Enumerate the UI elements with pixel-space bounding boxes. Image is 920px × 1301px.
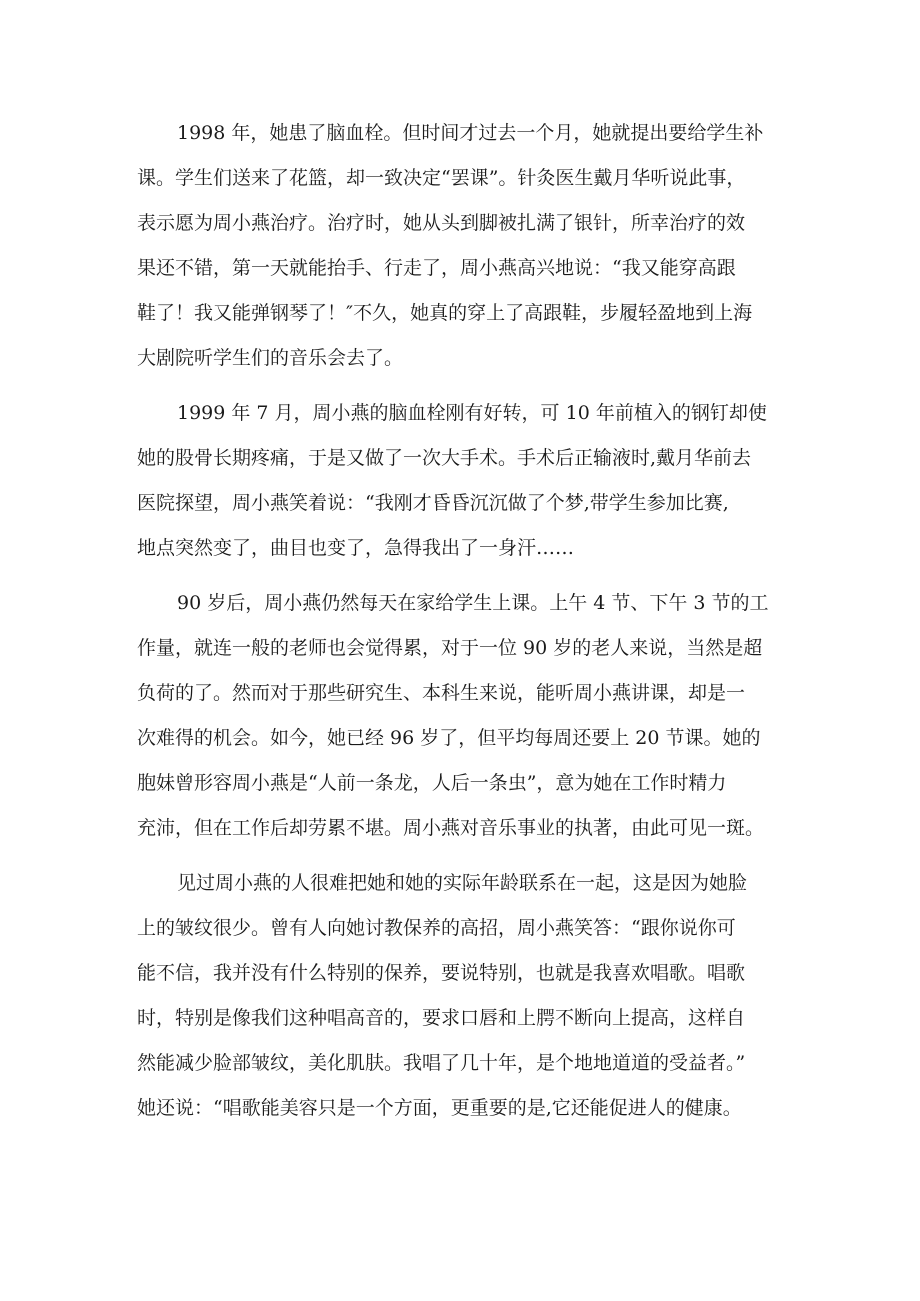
- text-line: 地点突然变了，曲目也变了，急得我出了一身汗……: [137, 537, 575, 559]
- text-line: 1998 年，她患了脑血栓。但时间才过去一个月，她就提出要给学生补: [177, 122, 764, 144]
- paragraph-2: [137, 391, 787, 571]
- text-line: 1999 年 7 月，周小燕的脑血栓刚有好转，可 10 年前植入的钢钉却使: [177, 402, 767, 424]
- text-line: 她还说：“唱歌能美容只是一个方面，更重要的是,它还能促进人的健康。: [137, 1097, 742, 1119]
- text-line: 大剧院听学生们的音乐会去了。: [137, 347, 404, 369]
- body-text: [137, 111, 787, 1141]
- text-line: 果还不错，第一天就能抬手、行走了，周小燕高兴地说：“我又能穿高跟: [137, 257, 736, 279]
- text-line: 作量，就连一般的老师也会觉得累，对于一位 90 岁的老人来说，当然是超: [137, 637, 763, 659]
- text-line: 表示愿为周小燕治疗。治疗时，她从头到脚被扎满了银针，所幸治疗的效: [137, 212, 746, 234]
- text-line: 时，特别是像我们这种唱高音的，要求口唇和上腭不断向上提高，这样自: [137, 1007, 746, 1029]
- text-line: 鞋了！我又能弹钢琴了！″不久，她真的穿上了高跟鞋，步履轻盈地到上海: [137, 302, 753, 324]
- paragraph-3: [137, 581, 787, 851]
- text-line: 上的皱纹很少。曾有人向她讨教保养的高招，周小燕笑答：“跟你说你可: [137, 917, 736, 939]
- text-line: 然能减少脸部皱纹，美化肌肤。我唱了几十年，是个地地道道的受益者。”: [137, 1052, 746, 1074]
- text-line: 她的股骨长期疼痛，于是又做了一次大手术。手术后正输液时,戴月华前去: [137, 447, 752, 469]
- text-line: 胞妹曾形容周小燕是“人前一条龙，人后一条虫”，意为她在工作时精力: [137, 772, 727, 794]
- text-line: 见过周小燕的人很难把她和她的实际年龄联系在一起，这是因为她脸: [177, 872, 748, 894]
- text-line: 次难得的机会。如今，她已经 96 岁了，但平均每周还要上 20 节课。她的: [137, 727, 761, 749]
- text-line: 课。学生们送来了花篮，却一致决定“罢课”。针灸医生戴月华听说此事，: [137, 167, 746, 189]
- paragraph-1: [137, 111, 787, 381]
- text-line: 负荷的了。然而对于那些研究生、本科生来说，能听周小燕讲课，却是一: [137, 682, 746, 704]
- text-line: 充沛，但在工作后却劳累不堪。周小燕对音乐事业的执著，由此可见一斑。: [137, 817, 765, 839]
- text-line: 医院探望，周小燕笑着说：“我刚才昏昏沉沉做了个梦,带学生参加比赛,: [137, 492, 729, 514]
- paragraph-4: [137, 861, 787, 1131]
- text-line: 90 岁后，周小燕仍然每天在家给学生上课。上午 4 节、下午 3 节的工: [177, 592, 769, 614]
- text-line: 能不信，我并没有什么特别的保养，要说特别，也就是我喜欢唱歌。唱歌: [137, 962, 746, 984]
